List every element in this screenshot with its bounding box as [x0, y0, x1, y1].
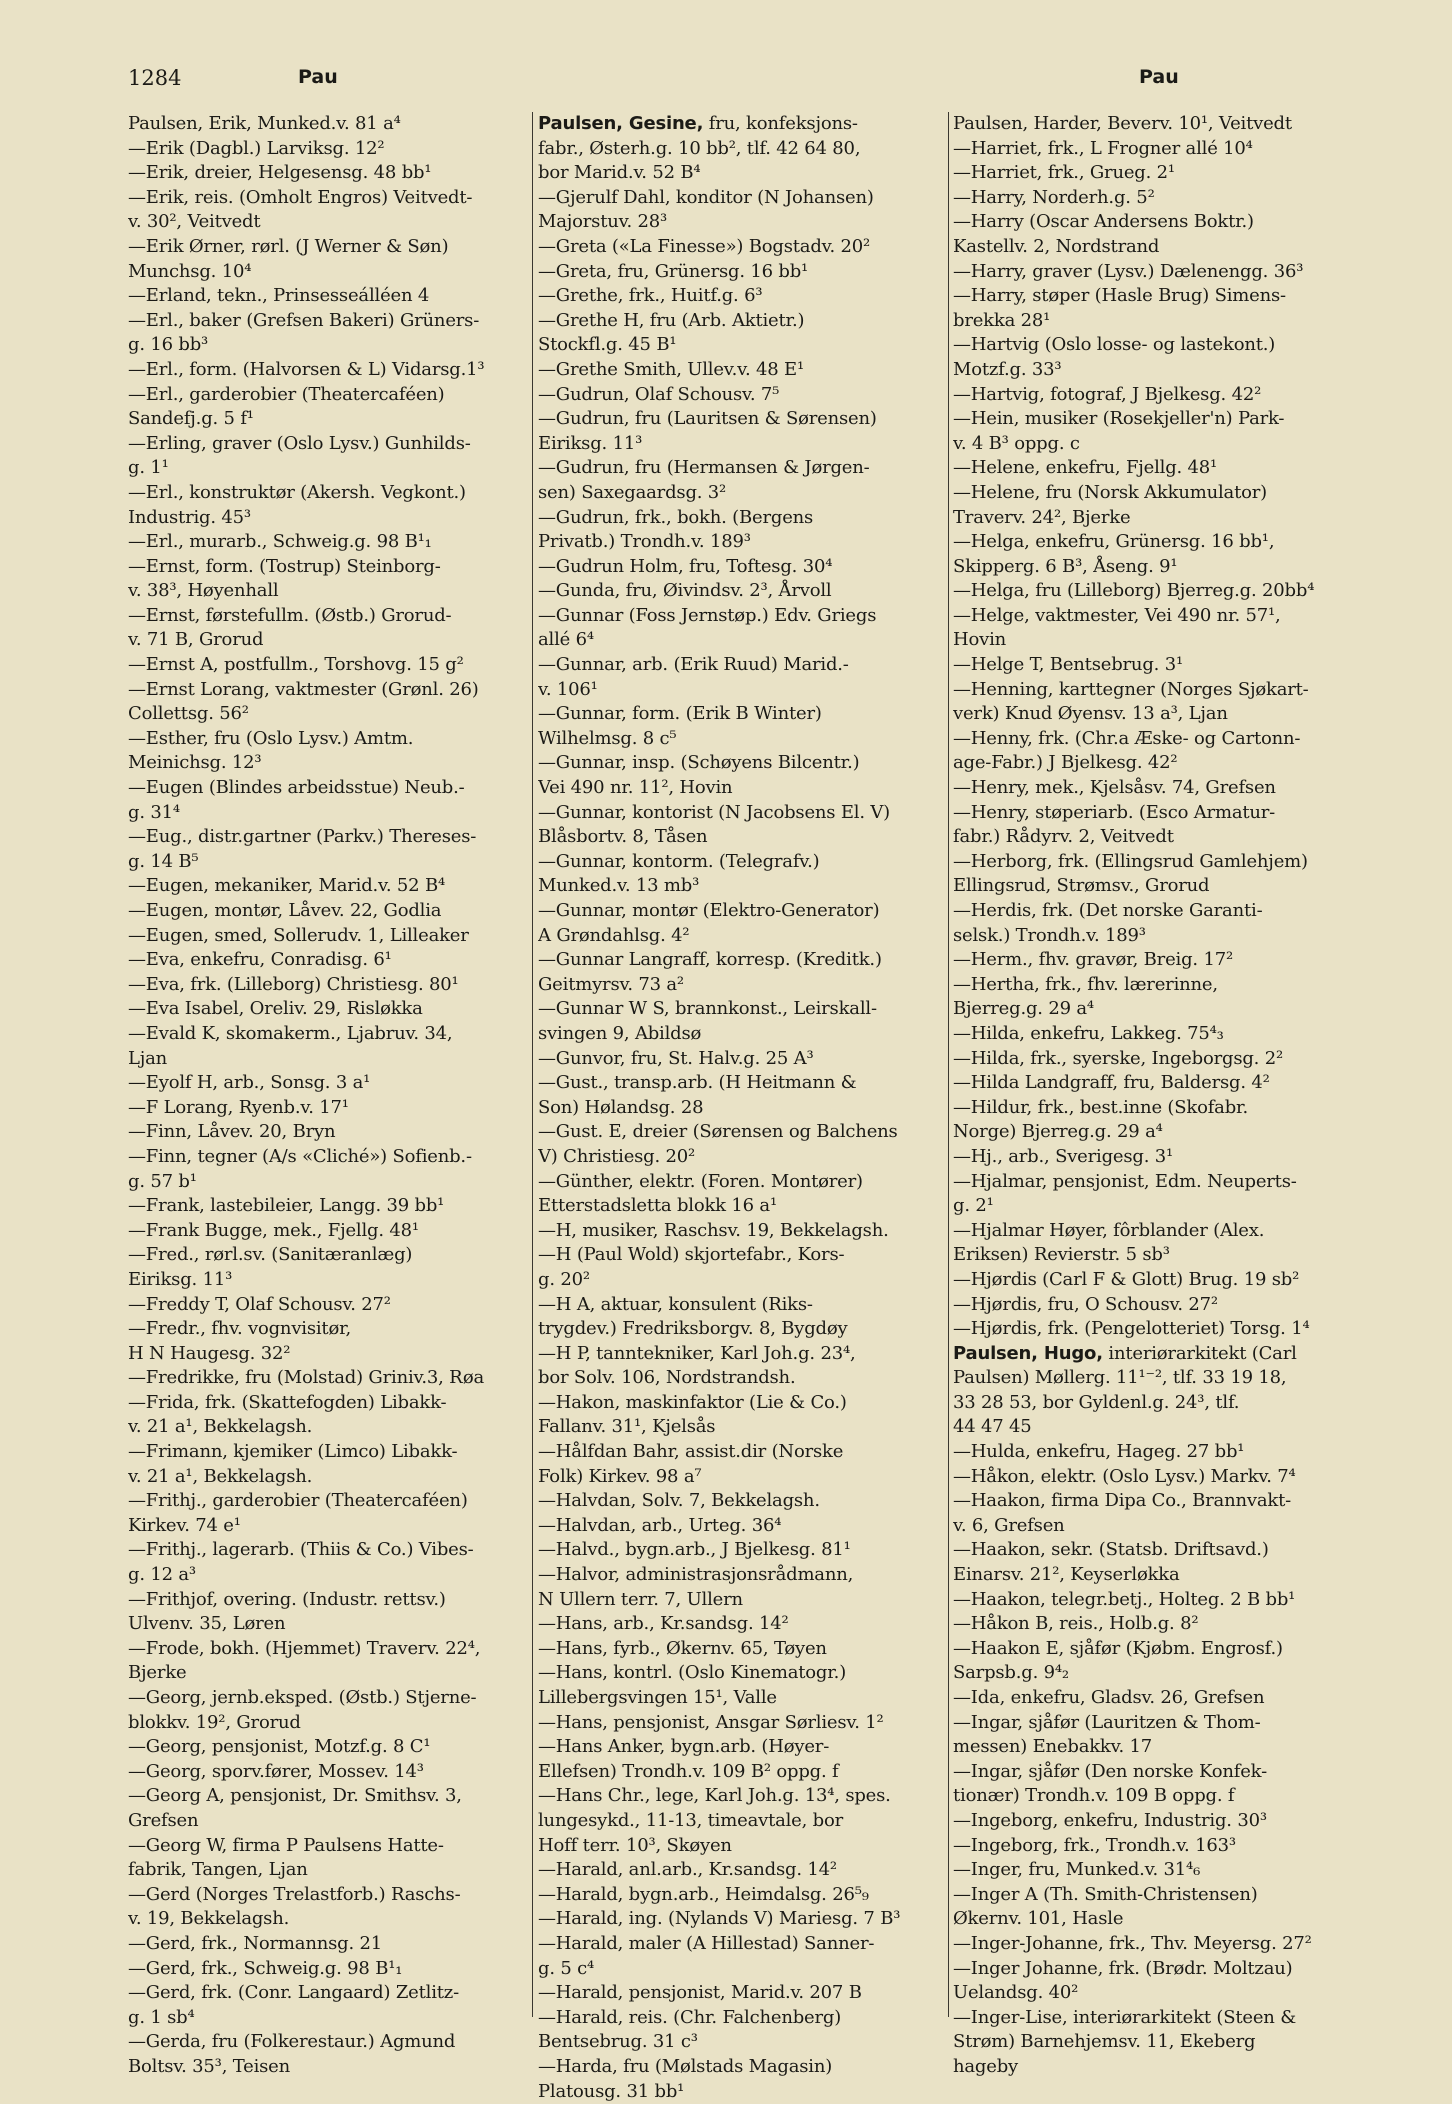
directory-line: —Harald, anl.arb., Kr.sandsg. 14²: [538, 1858, 948, 1883]
directory-line: blokkv. 19², Grorud: [128, 1711, 528, 1736]
directory-line: —Erl., form. (Halvorsen & L) Vidarsg.1³: [128, 358, 528, 383]
directory-line: bor Solv. 106, Nordstrandsh.: [538, 1366, 948, 1391]
directory-line: —Hjørdis, fru, O Schousv. 27²: [953, 1293, 1361, 1318]
directory-line: —Inger A (Th. Smith-Christensen): [953, 1883, 1361, 1908]
directory-line: A Grøndahlsg. 4²: [538, 924, 948, 949]
directory-line: —Gunda, fru, Øivindsv. 2³, Årvoll: [538, 579, 948, 604]
directory-line: Motzf.g. 33³: [953, 358, 1361, 383]
running-head-right: Pau: [1139, 66, 1179, 88]
directory-line: —Harald, pensjonist, Marid.v. 207 B: [538, 1981, 948, 2006]
directory-line: Majorstuv. 28³: [538, 210, 948, 235]
directory-line: —Grethe H, fru (Arb. Aktietr.): [538, 309, 948, 334]
directory-line: —Gudrun, fru (Hermansen & Jørgen-: [538, 456, 948, 481]
directory-line: —Halvd., bygn.arb., J Bjelkesg. 81¹: [538, 1538, 948, 1563]
directory-line: —Gerda, fru (Folkerestaur.) Agmund: [128, 2030, 528, 2055]
directory-line: Skipperg. 6 B³, Åseng. 9¹: [953, 555, 1361, 580]
directory-line: sen) Saxegaardsg. 3²: [538, 481, 948, 506]
directory-line: —Hilda, frk., syerske, Ingeborgsg. 2²: [953, 1047, 1361, 1072]
directory-line: —Eva, frk. (Lilleborg) Christiesg. 80¹: [128, 973, 528, 998]
directory-line: Einarsv. 21², Keyserløkka: [953, 1563, 1361, 1588]
directory-line: —Hilda Landgraff, fru, Baldersg. 4²: [953, 1071, 1361, 1096]
directory-line: —Fredr., fhv. vognvisitør,: [128, 1317, 528, 1342]
directory-line: —Hans, fyrb., Økernv. 65, Tøyen: [538, 1637, 948, 1662]
directory-line: Kastellv. 2, Nordstrand: [953, 235, 1361, 260]
directory-line: —Hertha, frk., fhv. lærerinne,: [953, 973, 1361, 998]
directory-line: Lillebergsvingen 15¹, Valle: [538, 1686, 948, 1711]
directory-line: v. 6, Grefsen: [953, 1514, 1361, 1539]
directory-line: —Hans, kontrl. (Oslo Kinematogr.): [538, 1661, 948, 1686]
directory-line: —Frode, bokh. (Hjemmet) Traverv. 22⁴,: [128, 1637, 528, 1662]
directory-line: —Harry, Norderh.g. 5²: [953, 186, 1361, 211]
directory-line: Son) Hølandsg. 28: [538, 1096, 948, 1121]
directory-line: Platousg. 31 bb¹: [538, 2080, 948, 2104]
directory-line: —Evald K, skomakerm., Ljabruv. 34,: [128, 1022, 528, 1047]
directory-line: —Georg, jernb.eksped. (Østb.) Stjerne-: [128, 1686, 528, 1711]
directory-line: g. 16 bb³: [128, 333, 528, 358]
directory-line: —Gunnar, insp. (Schøyens Bilcentr.): [538, 751, 948, 776]
directory-line: —Henny, frk. (Chr.a Æske- og Cartonn-: [953, 727, 1361, 752]
directory-line: Ellingsrud, Strømsv., Grorud: [953, 874, 1361, 899]
directory-line: —Eugen, mekaniker, Marid.v. 52 B⁴: [128, 874, 528, 899]
directory-line: —Frimann, kjemiker (Limco) Libakk-: [128, 1440, 528, 1465]
directory-line: —H (Paul Wold) skjortefabr., Kors-: [538, 1243, 948, 1268]
directory-line: —Hans Anker, bygn.arb. (Høyer-: [538, 1735, 948, 1760]
directory-line: v. 106¹: [538, 678, 948, 703]
directory-line: g. 5 c⁴: [538, 1957, 948, 1982]
directory-line: tionær) Trondh.v. 109 B oppg. f: [953, 1784, 1361, 1809]
directory-line: fabrik, Tangen, Ljan: [128, 1858, 528, 1883]
directory-line: —Hartvig, fotograf, J Bjelkesg. 42²: [953, 383, 1361, 408]
directory-line: —Henning, karttegner (Norges Sjøkart-: [953, 678, 1361, 703]
directory-line: fabr., Østerh.g. 10 bb², tlf. 42 64 80,: [538, 137, 948, 162]
directory-line: —Henry, mek., Kjelsåsv. 74, Grefsen: [953, 776, 1361, 801]
directory-line: Industrig. 45³: [128, 506, 528, 531]
directory-line: Grefsen: [128, 1809, 528, 1834]
directory-line: Kirkev. 74 e¹: [128, 1514, 528, 1539]
directory-line: —Halvdan, arb., Urteg. 36⁴: [538, 1514, 948, 1539]
directory-column-3: [953, 112, 1361, 2080]
directory-line: —Erling, graver (Oslo Lysv.) Gunhilds-: [128, 432, 528, 457]
directory-line: —Helene, enkefru, Fjellg. 48¹: [953, 456, 1361, 481]
directory-line: —Freddy T, Olaf Schousv. 27²: [128, 1293, 528, 1318]
directory-line: —Harald, reis. (Chr. Falchenberg): [538, 2006, 948, 2031]
directory-line: —Hj., arb., Sverigesg. 3¹: [953, 1145, 1361, 1170]
directory-line: Eiriksg. 11³: [128, 1268, 528, 1293]
directory-column-1: [128, 112, 528, 2080]
directory-line: —Gudrun Holm, fru, Toftesg. 30⁴: [538, 555, 948, 580]
directory-column-2: [538, 112, 948, 2104]
directory-line: Fallanv. 31¹, Kjelsås: [538, 1415, 948, 1440]
directory-line: verk) Knud Øyensv. 13 a³, Ljan: [953, 702, 1361, 727]
directory-line: Sandefj.g. 5 f¹: [128, 407, 528, 432]
directory-line: —Greta («La Finesse») Bogstadv. 20²: [538, 235, 948, 260]
directory-line: —Ernst, førstefullm. (Østb.) Grorud-: [128, 604, 528, 629]
directory-line: age-Fabr.) J Bjelkesg. 42²: [953, 751, 1361, 776]
directory-line: —Håkon B, reis., Holb.g. 8²: [953, 1612, 1361, 1637]
directory-line: —Erl., murarb., Schweig.g. 98 B¹₁: [128, 530, 528, 555]
directory-line: —Grethe, frk., Huitf.g. 6³: [538, 284, 948, 309]
directory-line: Eriksen) Revierstr. 5 sb³: [953, 1243, 1361, 1268]
directory-line: —Herm., fhv. gravør, Breig. 17²: [953, 948, 1361, 973]
directory-line: N Ullern terr. 7, Ullern: [538, 1588, 948, 1613]
directory-line: —Herdis, frk. (Det norske Garanti-: [953, 899, 1361, 924]
directory-line: —Georg A, pensjonist, Dr. Smithsv. 3,: [128, 1784, 528, 1809]
directory-line: —Helga, fru (Lilleborg) Bjerreg.g. 20bb⁴: [953, 579, 1361, 604]
directory-line: —Gunnar Langraff, korresp. (Kreditk.): [538, 948, 948, 973]
directory-line: Bjerreg.g. 29 a⁴: [953, 997, 1361, 1022]
directory-line: —Gunnar, kontorist (N Jacobsens El. V): [538, 801, 948, 826]
directory-line: Stockfl.g. 45 B¹: [538, 333, 948, 358]
directory-line: —Helge T, Bentsebrug. 3¹: [953, 653, 1361, 678]
directory-line: —Harda, fru (Mølstads Magasin): [538, 2055, 948, 2080]
directory-line: —Herborg, frk. (Ellingsrud Gamlehjem): [953, 850, 1361, 875]
directory-line: v. 30², Veitvedt: [128, 210, 528, 235]
directory-line: —Hakon, maskinfaktor (Lie & Co.): [538, 1391, 948, 1416]
directory-line: —Esther, fru (Oslo Lysv.) Amtm.: [128, 727, 528, 752]
directory-line: —Gerd (Norges Trelastforb.) Raschs-: [128, 1883, 528, 1908]
directory-line: —Håkon, elektr. (Oslo Lysv.) Markv. 7⁴: [953, 1465, 1361, 1490]
directory-line: —Erik, reis. (Omholt Engros) Veitvedt-: [128, 186, 528, 211]
directory-line: —Greta, fru, Grünersg. 16 bb¹: [538, 260, 948, 285]
directory-line: —Erland, tekn., Prinsesseálléen 4: [128, 284, 528, 309]
directory-line: —H, musiker, Raschsv. 19, Bekkelagsh.: [538, 1219, 948, 1244]
directory-line: —Inger-Lise, interiørarkitekt (Steen &: [953, 2006, 1361, 2031]
directory-line: —Gunnar (Foss Jernstøp.) Edv. Griegs: [538, 604, 948, 629]
directory-line: —Eva Isabel, Oreliv. 29, Risløkka: [128, 997, 528, 1022]
directory-line: —Harald, ing. (Nylands V) Mariesg. 7 B³: [538, 1907, 948, 1932]
directory-line: Etterstadsletta blokk 16 a¹: [538, 1194, 948, 1219]
running-head-left: Pau: [298, 66, 338, 88]
directory-line: —Gerd, frk., Normannsg. 21: [128, 1932, 528, 1957]
directory-line: —Gunvor, fru, St. Halv.g. 25 A³: [538, 1047, 948, 1072]
directory-line: Sarpsb.g. 9⁴₂: [953, 1661, 1361, 1686]
directory-line: —Georg, pensjonist, Motzf.g. 8 C¹: [128, 1735, 528, 1760]
directory-line: —F Lorang, Ryenb.v. 17¹: [128, 1096, 528, 1121]
directory-line: Økernv. 101, Hasle: [953, 1907, 1361, 1932]
directory-line: —Ingar, sjåfør (Den norske Konfek-: [953, 1760, 1361, 1785]
directory-line: v. 21 a¹, Bekkelagsh.: [128, 1415, 528, 1440]
directory-line: —Eyolf H, arb., Sonsg. 3 a¹: [128, 1071, 528, 1096]
directory-line: —Frida, frk. (Skattefogden) Libakk-: [128, 1391, 528, 1416]
directory-line: —Eugen, smed, Sollerudv. 1, Lilleaker: [128, 924, 528, 949]
directory-line: g. 1 sb⁴: [128, 2006, 528, 2031]
directory-line: Wilhelmsg. 8 c⁵: [538, 727, 948, 752]
directory-line: —Fred., rørl.sv. (Sanitæranlæg): [128, 1243, 528, 1268]
directory-line: —H P, tanntekniker, Karl Joh.g. 23⁴,: [538, 1342, 948, 1367]
directory-line: Hovin: [953, 628, 1361, 653]
directory-line: —Erik, dreier, Helgesensg. 48 bb¹: [128, 161, 528, 186]
directory-line: Vei 490 nr. 11², Hovin: [538, 776, 948, 801]
directory-line: Blåsbortv. 8, Tåsen: [538, 825, 948, 850]
directory-line: —Ingeborg, frk., Trondh.v. 163³: [953, 1834, 1361, 1859]
directory-line: bor Marid.v. 52 B⁴: [538, 161, 948, 186]
directory-line: —Hjørdis (Carl F & Glott) Brug. 19 sb²: [953, 1268, 1361, 1293]
directory-line: Privatb.) Trondh.v. 189³: [538, 530, 948, 555]
directory-line: —Gunnar W S, brannkonst., Leirskall-: [538, 997, 948, 1022]
directory-line: —Inger Johanne, frk. (Brødr. Moltzau): [953, 1957, 1361, 1982]
directory-line: trygdev.) Fredriksborgv. 8, Bygdøy: [538, 1317, 948, 1342]
directory-line: —Erl., konstruktør (Akersh. Vegkont.): [128, 481, 528, 506]
directory-line: —Harald, bygn.arb., Heimdalsg. 26⁵₉: [538, 1883, 948, 1908]
directory-line: —Hildur, frk., best.inne (Skofabr.: [953, 1096, 1361, 1121]
directory-line: —Helga, enkefru, Grünersg. 16 bb¹,: [953, 530, 1361, 555]
directory-line: —Haakon, telegr.betj., Holteg. 2 B bb¹: [953, 1588, 1361, 1613]
directory-line: —Hein, musiker (Rosekjeller'n) Park-: [953, 407, 1361, 432]
directory-line: —Gust., transp.arb. (H Heitmann &: [538, 1071, 948, 1096]
directory-line: —Inger, fru, Munked.v. 31⁴₆: [953, 1858, 1361, 1883]
directory-line: 33 28 53, bor Gyldenl.g. 24³, tlf.: [953, 1391, 1361, 1416]
directory-line: —Erik Ørner, rørl. (J Werner & Søn): [128, 235, 528, 260]
directory-line: —Gunnar, montør (Elektro-Generator): [538, 899, 948, 924]
directory-line: —Helene, fru (Norsk Akkumulator): [953, 481, 1361, 506]
directory-line: —Ernst Lorang, vaktmester (Grønl. 26): [128, 678, 528, 703]
directory-line: —Hartvig (Oslo losse- og lastekont.): [953, 333, 1361, 358]
directory-line: —Hans Chr., lege, Karl Joh.g. 13⁴, spes.: [538, 1784, 948, 1809]
directory-line: —Ernst, form. (Tostrup) Steinborg-: [128, 555, 528, 580]
directory-line: —Frithj., garderobier (Theatercaféen): [128, 1489, 528, 1514]
directory-line: Munchsg. 10⁴: [128, 260, 528, 285]
directory-line: —Ingar, sjåfør (Lauritzen & Thom-: [953, 1711, 1361, 1736]
directory-line: v. 71 B, Grorud: [128, 628, 528, 653]
directory-line: —Gunnar, kontorm. (Telegrafv.): [538, 850, 948, 875]
directory-line: —Eugen, montør, Låvev. 22, Godlia: [128, 899, 528, 924]
directory-line: V) Christiesg. 20²: [538, 1145, 948, 1170]
directory-line: —Hålfdan Bahr, assist.dir (Norske: [538, 1440, 948, 1465]
directory-line: —Hilda, enkefru, Lakkeg. 75⁴₃: [953, 1022, 1361, 1047]
directory-line: —Helge, vaktmester, Vei 490 nr. 57¹,: [953, 604, 1361, 629]
directory-line: Hoff terr. 10³, Skøyen: [538, 1834, 948, 1859]
directory-line: brekka 28¹: [953, 309, 1361, 334]
directory-line: g. 57 b¹: [128, 1170, 528, 1195]
directory-line: allé 6⁴: [538, 628, 948, 653]
directory-line: —Inger-Johanne, frk., Thv. Meyersg. 27²: [953, 1932, 1361, 1957]
directory-line: H N Haugesg. 32²: [128, 1342, 528, 1367]
column-rule: [948, 112, 949, 2017]
directory-line: g. 20²: [538, 1268, 948, 1293]
directory-line: —Fredrikke, fru (Molstad) Griniv.3, Røa: [128, 1366, 528, 1391]
directory-line: —Hans, arb., Kr.sandsg. 14²: [538, 1612, 948, 1637]
directory-line: —Gunnar, arb. (Erik Ruud) Marid.-: [538, 653, 948, 678]
directory-line: Strøm) Barnehjemsv. 11, Ekeberg: [953, 2030, 1361, 2055]
directory-line: —Hulda, enkefru, Hageg. 27 bb¹: [953, 1440, 1361, 1465]
directory-line: —Harriet, frk., L Frogner allé 10⁴: [953, 137, 1361, 162]
directory-line: —Grethe Smith, Ullev.v. 48 E¹: [538, 358, 948, 383]
column-rule: [532, 112, 533, 2017]
directory-line: —Frank Bugge, mek., Fjellg. 48¹: [128, 1219, 528, 1244]
directory-line: —Georg W, firma P Paulsens Hatte-: [128, 1834, 528, 1859]
directory-line: Collettsg. 56²: [128, 702, 528, 727]
directory-line: —Günther, elektr. (Foren. Montører): [538, 1170, 948, 1195]
directory-line: messen) Enebakkv. 17: [953, 1735, 1361, 1760]
directory-line: —Gerd, frk. (Conr. Langaard) Zetlitz-: [128, 1981, 528, 2006]
directory-line: —Ida, enkefru, Gladsv. 26, Grefsen: [953, 1686, 1361, 1711]
directory-line: Uelandsg. 40²: [953, 1981, 1361, 2006]
directory-line: svingen 9, Abildsø: [538, 1022, 948, 1047]
directory-line: —Gust. E, dreier (Sørensen og Balchens: [538, 1120, 948, 1145]
directory-line: —Eva, enkefru, Conradisg. 6¹: [128, 948, 528, 973]
directory-line: v. 21 a¹, Bekkelagsh.: [128, 1465, 528, 1490]
directory-line: Bjerke: [128, 1661, 528, 1686]
directory-line: Traverv. 24², Bjerke: [953, 506, 1361, 531]
directory-line: —Hjalmar Høyer, fôrblander (Alex.: [953, 1219, 1361, 1244]
directory-line: g. 31⁴: [128, 801, 528, 826]
directory-line: —Finn, tegner (A/s «Cliché») Sofienb.-: [128, 1145, 528, 1170]
directory-line: —H A, aktuar, konsulent (Riks-: [538, 1293, 948, 1318]
directory-line: —Hans, pensjonist, Ansgar Sørliesv. 1²: [538, 1711, 948, 1736]
page-number: 1284: [128, 66, 181, 90]
directory-line: —Harry (Oscar Andersens Boktr.): [953, 210, 1361, 235]
directory-line: —Eugen (Blindes arbeidsstue) Neub.-: [128, 776, 528, 801]
directory-line: selsk.) Trondh.v. 189³: [953, 924, 1361, 949]
directory-line: Ljan: [128, 1047, 528, 1072]
directory-line: Munked.v. 13 mb³: [538, 874, 948, 899]
directory-line: —Harriet, frk., Grueg. 2¹: [953, 161, 1361, 186]
directory-line: Boltsv. 35³, Teisen: [128, 2055, 528, 2080]
directory-line: g. 12 a³: [128, 1563, 528, 1588]
directory-line: fabr.) Rådyrv. 2, Veitvedt: [953, 825, 1361, 850]
directory-line: —Hjalmar, pensjonist, Edm. Neuperts-: [953, 1170, 1361, 1195]
directory-line: Norge) Bjerreg.g. 29 a⁴: [953, 1120, 1361, 1145]
directory-line: Ulvenv. 35, Løren: [128, 1612, 528, 1637]
directory-line: Eiriksg. 11³: [538, 432, 948, 457]
directory-line: Geitmyrsv. 73 a²: [538, 973, 948, 998]
directory-line: —Finn, Låvev. 20, Bryn: [128, 1120, 528, 1145]
directory-line: Paulsen) Møllerg. 11¹⁻², tlf. 33 19 18,: [953, 1366, 1361, 1391]
directory-line: —Gerd, frk., Schweig.g. 98 B¹₁: [128, 1957, 528, 1982]
directory-line: —Henry, støperiarb. (Esco Armatur-: [953, 801, 1361, 826]
directory-line: —Halvdan, Solv. 7, Bekkelagsh.: [538, 1489, 948, 1514]
directory-line: lungesykd., 11-13, timeavtale, bor: [538, 1809, 948, 1834]
directory-line: —Erl., garderobier (Theatercaféen): [128, 383, 528, 408]
directory-line: —Frank, lastebileier, Langg. 39 bb¹: [128, 1194, 528, 1219]
directory-line: —Gunnar, form. (Erik B Winter): [538, 702, 948, 727]
directory-line: g. 14 B⁵: [128, 850, 528, 875]
directory-line: —Haakon E, sjåfør (Kjøbm. Engrosf.): [953, 1637, 1361, 1662]
directory-line: Bentsebrug. 31 c³: [538, 2030, 948, 2055]
directory-line: Paulsen, Harder, Beverv. 10¹, Veitvedt: [953, 112, 1361, 137]
directory-line: —Erl., baker (Grefsen Bakeri) Grüners-: [128, 309, 528, 334]
directory-line: v. 4 B³ oppg. c: [953, 432, 1361, 457]
directory-line: —Gudrun, Olaf Schousv. 7⁵: [538, 383, 948, 408]
directory-line: hageby: [953, 2055, 1361, 2080]
directory-line: —Haakon, firma Dipa Co., Brannvakt-: [953, 1489, 1361, 1514]
directory-line: —Eug., distr.gartner (Parkv.) Thereses-: [128, 825, 528, 850]
directory-line: —Harald, maler (A Hillestad) Sanner-: [538, 1932, 948, 1957]
directory-line: —Ernst A, postfullm., Torshovg. 15 g²: [128, 653, 528, 678]
directory-line: Paulsen, Hugo, interiørarkitekt (Carl: [953, 1342, 1361, 1367]
directory-line: Paulsen, Erik, Munked.v. 81 a⁴: [128, 112, 528, 137]
directory-line: Paulsen, Gesine, fru, konfeksjons-: [538, 112, 948, 137]
directory-line: —Harry, støper (Hasle Brug) Simens-: [953, 284, 1361, 309]
directory-line: —Gudrun, fru (Lauritsen & Sørensen): [538, 407, 948, 432]
directory-line: —Gudrun, frk., bokh. (Bergens: [538, 506, 948, 531]
directory-line: —Harry, graver (Lysv.) Dælenengg. 36³: [953, 260, 1361, 285]
directory-line: —Haakon, sekr. (Statsb. Driftsavd.): [953, 1538, 1361, 1563]
directory-line: Folk) Kirkev. 98 a⁷: [538, 1465, 948, 1490]
directory-line: —Gjerulf Dahl, konditor (N Johansen): [538, 186, 948, 211]
directory-line: g. 1¹: [128, 456, 528, 481]
directory-line: —Georg, sporv.fører, Mossev. 14³: [128, 1760, 528, 1785]
directory-line: v. 38³, Høyenhall: [128, 579, 528, 604]
directory-line: —Halvor, administrasjonsrådmann,: [538, 1563, 948, 1588]
directory-line: Ellefsen) Trondh.v. 109 B² oppg. f: [538, 1760, 948, 1785]
directory-line: —Frithjof, overing. (Industr. rettsv.): [128, 1588, 528, 1613]
directory-line: —Erik (Dagbl.) Larviksg. 12²: [128, 137, 528, 162]
directory-line: —Ingeborg, enkefru, Industrig. 30³: [953, 1809, 1361, 1834]
directory-line: v. 19, Bekkelagsh.: [128, 1907, 528, 1932]
directory-line: —Hjørdis, frk. (Pengelotteriet) Torsg. 1⁴: [953, 1317, 1361, 1342]
directory-line: —Frithj., lagerarb. (Thiis & Co.) Vibes-: [128, 1538, 528, 1563]
directory-line: g. 2¹: [953, 1194, 1361, 1219]
directory-line: Meinichsg. 12³: [128, 751, 528, 776]
directory-line: 44 47 45: [953, 1415, 1361, 1440]
